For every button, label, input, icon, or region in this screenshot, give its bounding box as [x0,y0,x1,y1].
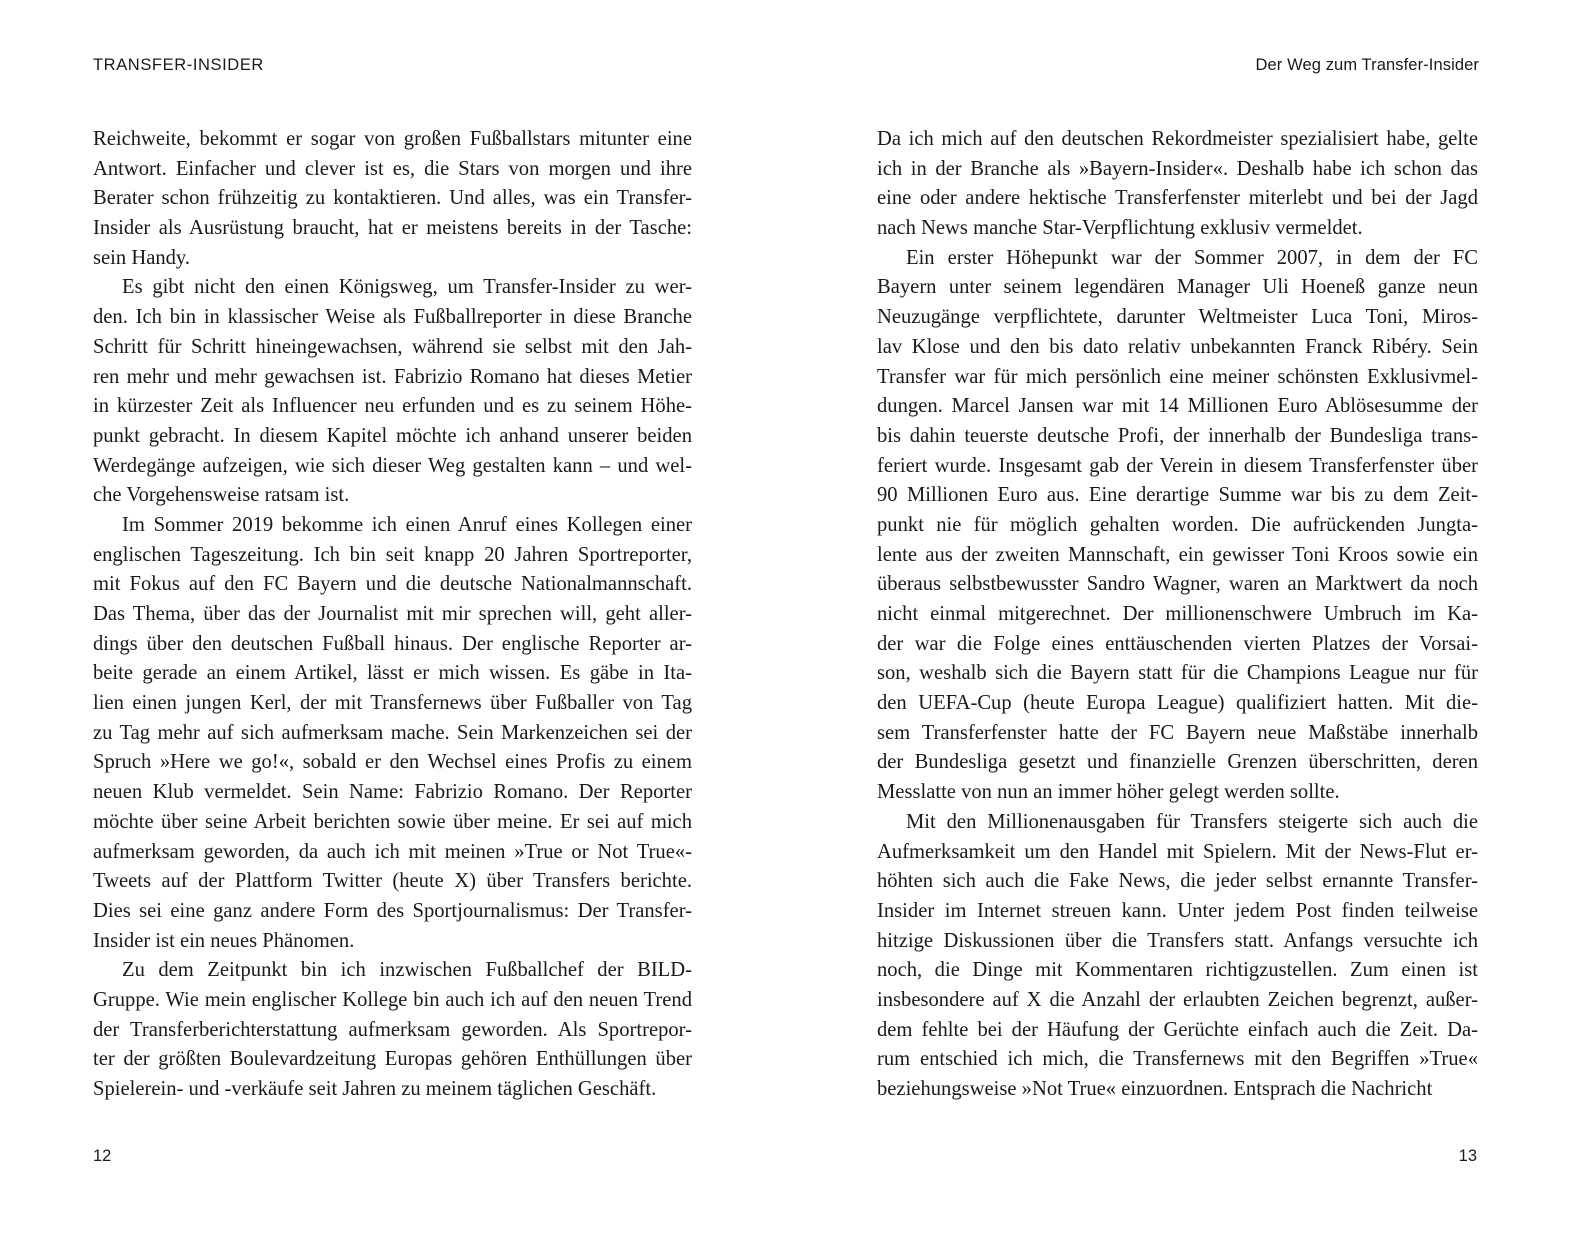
text-line: lente aus der zweiten Mannschaft, ein gewisser Toni Kroos sowie ein [877,543,1478,566]
text-line: Insider als Ausrüstung braucht, hat er meistens bereits in der Tasche: [93,217,692,240]
paragraph [93,956,692,1104]
text-line: Messlatte von nun an immer höher gelegt werden sollte. [877,781,1340,804]
text-line: bis dahin teuerste deutsche Profi, der innerhalb der Bundesliga trans- [877,424,1478,447]
text-line: nicht einmal mitgerechnet. Der millionenschwere Umbruch im Ka- [877,603,1478,625]
paragraph [93,273,692,511]
text-line: lav Klose und den bis dato relativ unbekannten Franck Ribéry. Sein [877,335,1478,358]
text-line: Tweets auf der Plattform Twitter (heute X) über Transfers berichte. [93,870,692,893]
text-line: 90 Millionen Euro aus. Eine derartige Summe war bis zu dem Zeit- [877,484,1478,507]
text-line: Transfer war für mich persönlich eine meiner schönsten Exklusivmel- [877,365,1478,388]
text-line: möchte über seine Arbeit berichten sowie über meine. Er sei auf mich [93,810,692,833]
text-line: überaus selbstbewusster Sandro Wagner, waren an Marktwert da noch [877,573,1478,596]
body-text-right [877,125,1478,1105]
text-line: beziehungsweise »Not True« einzuordnen. Entsprach die Nachricht [877,1078,1433,1100]
text-line: eine oder andere hektische Transferfenster miterlebt und bei der Jagd [877,187,1478,210]
text-line: mit Fokus auf den FC Bayern und die deutsche Nationalmannschaft. [93,573,692,596]
text-line: lien einen jungen Kerl, der mit Transfernews über Fußballer von Tag [93,692,692,715]
text-line: Aufmerksamkeit um den Handel mit Spielern. Mit der News-Flut er- [877,840,1478,863]
text-line: Gruppe. Wie mein englischer Kollege bin auch ich auf den neuen Trend [93,988,692,1011]
text-line: Da ich mich auf den deutschen Rekordmeister spezialisiert habe, gelte [877,128,1478,150]
text-line: Im Sommer 2019 bekomme ich einen Anruf eines Kollegen einer [122,513,692,536]
text-line: Spielerein- und -verkäufe seit Jahren zu meinem täglichen Geschäft. [93,1078,657,1100]
text-line: sem Transferfenster hatte der FC Bayern neue Maßstäbe innerhalb [877,721,1478,744]
text-line: Dies sei eine ganz andere Form des Sportjournalismus: Der Transfer- [93,899,692,922]
text-line: der Bundesliga gesetzt und finanzielle Grenzen überschritten, deren [877,751,1478,774]
text-line: neuen Klub vermeldet. Sein Name: Fabrizio Romano. Der Reporter [93,781,692,804]
text-line: Reichweite, bekommt er sogar von großen Fußballstars mitunter eine [93,128,692,150]
text-line: hitzige Diskussionen über die Transfers statt. Anfangs versuchte ich [877,929,1478,952]
text-line: ter der größten Boulevardzeitung Europas gehören Enthüllungen über [93,1048,692,1071]
body-text-left [93,125,692,1105]
text-line: feriert wurde. Insgesamt gab der Verein in diesem Transferfenster über [877,454,1478,477]
text-line: che Vorgehensweise ratsam ist. [93,484,350,507]
paragraph [93,125,692,273]
text-line: Das Thema, über das der Journalist mit mir sprechen will, geht aller- [93,603,692,625]
text-line: beite gerade an einem Artikel, lässt er mich wissen. Es gäbe in Ita- [93,662,692,685]
text-line: den. Ich bin in klassischer Weise als Fußballreporter in diese Branche [93,306,692,329]
page-number-left: 12 [93,1147,112,1165]
text-line: Werdegänge aufzeigen, wie sich dieser Weg gestalten kann – und wel- [93,454,692,477]
text-line: sein Handy. [93,246,191,269]
page-number-right: 13 [1458,1147,1477,1165]
text-line: Insider im Internet streuen kann. Unter jedem Post finden teilweise [877,899,1478,922]
text-line: dungen. Marcel Jansen war mit 14 Millionen Euro Ablösesumme der [877,395,1478,418]
text-line: Berater schon frühzeitig zu kontaktieren. Und alles, was ein Transfer- [93,187,692,210]
paragraph [877,808,1478,1105]
text-line: noch, die Dinge mit Kommentaren richtigzustellen. Zum einen ist [877,959,1478,982]
text-line: dings über den deutschen Fußball hinaus. Der englische Reporter ar- [93,632,692,655]
text-line: der Transferberichterstattung aufmerksam geworden. Als Sportrepor- [93,1018,692,1041]
text-line: der war die Folge eines enttäuschenden vierten Platzes der Vorsai- [877,632,1478,655]
text-line: Zu dem Zeitpunkt bin ich inzwischen Fußballchef der BILD- [122,959,692,982]
text-line: englischen Tageszeitung. Ich bin seit knapp 20 Jahren Sportreporter, [93,543,692,566]
text-line: Mit den Millionenausgaben für Transfers steigerte sich auch die [906,810,1478,833]
text-line: ren mehr und mehr gewachsen ist. Fabrizio Romano hat dieses Metier [93,365,692,388]
text-line: Spruch »Here we go!«, sobald er den Wechsel eines Profis zu einem [93,751,692,774]
text-line: rum entschied ich mich, die Transfernews mit den Begriffen »True« [877,1048,1478,1071]
text-line: nach News manche Star-Verpflichtung exklusiv vermeldet. [877,217,1363,240]
text-line: insbesondere auf X die Anzahl der erlaubten Zeichen begrenzt, außer- [877,988,1478,1011]
running-head-left: TRANSFER-INSIDER [93,56,264,74]
text-line: Antwort. Einfacher und clever ist es, die Stars von morgen und ihre [93,157,692,180]
text-line: aufmerksam geworden, da auch ich mit meinen »True or Not True«- [93,840,692,863]
text-line: höhten sich auch die Fake News, die jeder selbst ernannte Transfer- [877,870,1478,893]
right-page [797,0,1594,1240]
text-line: Neuzugänge verpflichtete, darunter Weltmeister Luca Toni, Miros- [877,306,1478,329]
text-line: ich in der Branche als »Bayern-Insider«. Deshalb habe ich schon das [877,157,1478,180]
text-line: Insider ist ein neues Phänomen. [93,929,355,952]
text-line: son, weshalb sich die Bayern statt für die Champions League nur für [877,662,1478,685]
paragraph [877,244,1478,808]
text-line: in kürzester Zeit als Influencer neu erfunden und es zu seinem Höhe- [93,395,692,418]
running-head-right: Der Weg zum Transfer-Insider [1255,56,1479,74]
text-line: Es gibt nicht den einen Königsweg, um Transfer-Insider zu wer- [122,276,692,299]
paragraph [877,125,1478,244]
text-line: Bayern unter seinem legendären Manager Uli Hoeneß ganze neun [877,276,1478,299]
text-line: dem fehlte bei der Häufung der Gerüchte einfach auch die Zeit. Da- [877,1018,1478,1041]
text-line: punkt gebracht. In diesem Kapitel möchte ich anhand unserer beiden [93,424,692,447]
text-line: zu Tag mehr auf sich aufmerksam mache. Sein Markenzeichen sei der [93,721,692,744]
text-line: punkt nie für möglich gehalten worden. Die aufrückenden Jungta- [877,513,1478,536]
paragraph [93,511,692,956]
text-line: den UEFA-Cup (heute Europa League) qualifiziert hatten. Mit die- [877,692,1478,715]
text-line: Schritt für Schritt hineingewachsen, während sie selbst mit den Jah- [93,335,692,358]
text-line: Ein erster Höhepunkt war der Sommer 2007, in dem der FC [906,246,1478,269]
